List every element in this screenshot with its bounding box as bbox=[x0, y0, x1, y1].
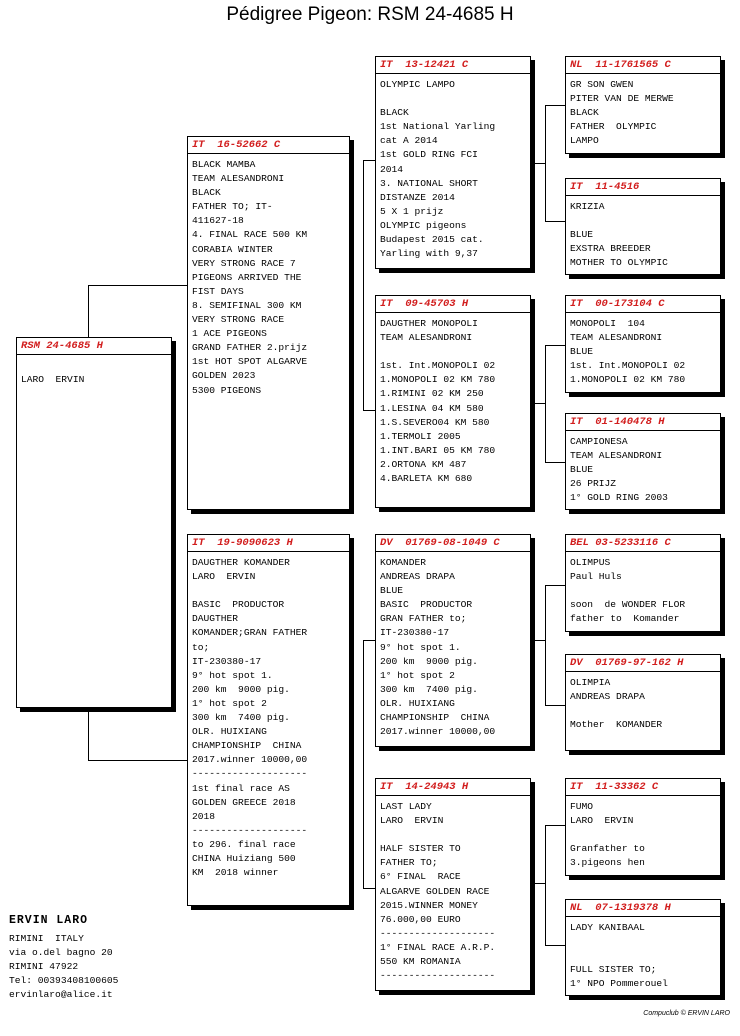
pigeon-info-line: GRAND FATHER 2.prijz bbox=[192, 342, 308, 354]
ring-number: IT 14-24943 H bbox=[376, 781, 530, 796]
ring-number: IT 16-52662 C bbox=[188, 139, 349, 154]
ring-number: IT 00-173104 C bbox=[566, 298, 720, 313]
pigeon-info-line: TEAM ALESANDRONI bbox=[192, 173, 285, 185]
connector bbox=[534, 403, 545, 404]
pigeon-info-line: CAMPIONESA bbox=[570, 436, 628, 447]
pigeon-info-line: BLACK MAMBA bbox=[192, 159, 256, 170]
pigeon-info-line: VERY STRONG RACE bbox=[192, 314, 285, 326]
pigeon-card-sd-sire[interactable] bbox=[565, 295, 721, 393]
pigeon-info-line: FATHER TO; IT- bbox=[192, 201, 273, 213]
pigeon-info-line: 6° FINAL RACE bbox=[380, 871, 461, 883]
pigeon-card-ds-sire[interactable] bbox=[565, 534, 721, 632]
pigeon-info-line: GR SON GWEN bbox=[570, 79, 634, 90]
pigeon-info-line bbox=[380, 345, 526, 359]
connector bbox=[545, 345, 565, 346]
pigeon-info-line: 1.MONOPOLI 02 KM 780 bbox=[570, 374, 686, 386]
pigeon-info-line: TEAM ALESANDRONI bbox=[380, 332, 473, 344]
pigeon-info-line: CHAMPIONSHIP CHINA bbox=[192, 740, 302, 752]
pigeon-info-line: 9° hot spot 1. bbox=[380, 641, 461, 653]
pigeon-info-line bbox=[380, 828, 526, 842]
pigeon-info-line: 1.S.SEVERO04 KM 580 bbox=[380, 416, 490, 428]
pigeon-info-line bbox=[570, 704, 716, 718]
pigeon-info-line: OLYMPIC LAMPO bbox=[380, 79, 455, 90]
pigeon-card-dam-dam[interactable] bbox=[375, 778, 531, 991]
owner-email[interactable]: ervinlaro@alice.it bbox=[9, 989, 113, 1001]
connector bbox=[88, 285, 89, 337]
pigeon-info-line: CHAMPIONSHIP CHINA bbox=[380, 712, 490, 724]
pigeon-info-line: -------------------- bbox=[380, 927, 496, 939]
pigeon-info-line: KOMANDER bbox=[380, 557, 427, 568]
pigeon-info-line: 300 km 7400 pig. bbox=[192, 712, 290, 724]
pigeon-info-line: BLACK bbox=[192, 187, 221, 199]
pigeon-info-line: BASIC PRODUCTOR bbox=[380, 599, 473, 611]
connector bbox=[545, 945, 565, 946]
pigeon-info-line: 2017.winner 10000,00 bbox=[192, 754, 308, 766]
ring-number: RSM 24-4685 H bbox=[17, 340, 171, 355]
connector bbox=[363, 640, 375, 641]
pigeon-info-line: PIGEONS ARRIVED THE bbox=[192, 271, 302, 283]
connector bbox=[363, 160, 375, 161]
pigeon-info-line: IT-230380-17 bbox=[192, 655, 262, 667]
pigeon-card-dd-dam[interactable] bbox=[565, 899, 721, 996]
owner-line: RIMINI 47922 bbox=[9, 961, 79, 973]
pigeon-info-line: VERY STRONG RACE 7 bbox=[192, 257, 296, 269]
pigeon-info-line: OLR. HUIXIANG bbox=[380, 697, 455, 709]
pigeon-info-line: KOMANDER;GRAN FATHER bbox=[192, 627, 308, 639]
pigeon-info-line: DISTANZE 2014 bbox=[380, 191, 455, 203]
pigeon-info-line: LADY KANIBAAL bbox=[570, 922, 645, 933]
connector bbox=[545, 105, 565, 106]
pigeon-info-line: BLUE bbox=[570, 229, 594, 241]
pigeon-info-line: 2018 bbox=[192, 810, 216, 822]
pigeon-info-line bbox=[21, 359, 167, 373]
connector bbox=[545, 462, 565, 463]
pigeon-info-line: 1st HOT SPOT ALGARVE bbox=[192, 356, 308, 368]
pigeon-info-line: KM 2018 winner bbox=[192, 867, 279, 879]
pigeon-info-line: 2017.winner 10000,00 bbox=[380, 726, 496, 738]
pigeon-info-line: 2.ORTONA KM 487 bbox=[380, 458, 467, 470]
pigeon-info-line: DAUGTHER MONOPOLI bbox=[380, 318, 478, 329]
connector bbox=[545, 345, 546, 462]
pigeon-info-line: 3.pigeons hen bbox=[570, 857, 645, 869]
pigeon-info-line: ALGARVE GOLDEN RACE bbox=[380, 885, 490, 897]
connector bbox=[363, 888, 375, 889]
owner-name: ERVIN LARO bbox=[9, 914, 89, 927]
pigeon-info-line: 4. FINAL RACE 500 KM bbox=[192, 229, 308, 241]
pigeon-info-line: OLIMPIA bbox=[570, 677, 611, 688]
pigeon-info-line: BLUE bbox=[570, 346, 594, 358]
pigeon-info-line: 1.RIMINI 02 KM 250 bbox=[380, 388, 484, 400]
ring-number: NL 07-1319378 H bbox=[566, 902, 720, 917]
pigeon-info-line: 200 km 9000 pig. bbox=[380, 655, 478, 667]
ring-number: IT 11-33362 C bbox=[566, 781, 720, 796]
pigeon-info-line: Mother KOMANDER bbox=[570, 719, 663, 731]
pigeon-info-line: 76.000,00 EURO bbox=[380, 913, 461, 925]
pigeon-info-line: 2014 bbox=[380, 163, 404, 175]
pigeon-info-line: GOLDEN GREECE 2018 bbox=[192, 796, 296, 808]
pigeon-info-line: EXSTRA BREEDER bbox=[570, 243, 651, 255]
ring-number: BEL 03-5233116 C bbox=[566, 537, 720, 552]
pigeon-info-line bbox=[570, 935, 716, 949]
pigeon-card-dam[interactable] bbox=[187, 534, 350, 906]
pigeon-card-ds-dam[interactable] bbox=[565, 654, 721, 751]
connector bbox=[545, 221, 565, 222]
pigeon-info-line: OLYMPIC pigeons bbox=[380, 219, 467, 231]
pigeon-info-line: 1.LESINA 04 KM 580 bbox=[380, 402, 484, 414]
pigeon-info-line: OLIMPUS bbox=[570, 557, 611, 568]
pigeon-info-line: BLACK bbox=[380, 107, 409, 119]
pigeon-info-line bbox=[570, 949, 716, 963]
pigeon-info-line: 1° NPO Pommerouel bbox=[570, 978, 668, 990]
pigeon-info-line: LARO ERVIN bbox=[380, 815, 444, 827]
pigeon-info-line: 1° hot spot 2 bbox=[192, 697, 267, 709]
ring-number: DV 01769-97-162 H bbox=[566, 657, 720, 672]
pigeon-info-line: GRAN FATHER to; bbox=[380, 613, 467, 625]
pigeon-info-line: to 296. final race bbox=[192, 838, 296, 850]
pigeon-info-line: LAST LADY bbox=[380, 801, 432, 812]
owner-phone: Tel: 00393408100605 bbox=[9, 975, 119, 987]
connector bbox=[545, 585, 546, 705]
connector bbox=[545, 825, 546, 945]
pigeon-info-line: 1st final race AS bbox=[192, 782, 290, 794]
pigeon-info-line: 1 ACE PIGEONS bbox=[192, 328, 267, 340]
owner-line: via o.del bagno 20 bbox=[9, 947, 113, 959]
pigeon-info-line: TEAM ALESANDRONI bbox=[570, 450, 663, 462]
pigeon-info-line: LAMPO bbox=[570, 135, 599, 147]
connector bbox=[545, 705, 565, 706]
pigeon-info-line: 1.MONOPOLI 02 KM 780 bbox=[380, 374, 496, 386]
pigeon-info-line: ANDREAS DRAPA bbox=[570, 691, 645, 703]
pigeon-card-subject[interactable] bbox=[16, 337, 172, 708]
pigeon-info-line: 200 km 9000 pig. bbox=[192, 683, 290, 695]
pigeon-info-line: 1st National Yarling bbox=[380, 121, 496, 133]
connector bbox=[545, 105, 546, 221]
pigeon-info-line: 1st GOLD RING FCI bbox=[380, 149, 478, 161]
connector bbox=[88, 285, 188, 286]
pigeon-info-line: FATHER TO; bbox=[380, 857, 438, 869]
pigeon-info-line: 550 KM ROMANIA bbox=[380, 956, 461, 968]
ring-number: IT 11-4516 bbox=[566, 181, 720, 196]
pigeon-info-line bbox=[192, 584, 345, 598]
pigeon-info-line: LARO ERVIN bbox=[192, 571, 256, 583]
pigeon-info-line: FUMO bbox=[570, 801, 594, 812]
pigeon-info-line: BASIC PRODUCTOR bbox=[192, 599, 285, 611]
pigeon-info-line: 1.INT.BARI 05 KM 780 bbox=[380, 444, 496, 456]
pigeon-info-line: 1st. Int.MONOPOLI 02 bbox=[570, 360, 686, 372]
pigeon-info-line: 1° hot spot 2 bbox=[380, 669, 455, 681]
pigeon-info-line: -------------------- bbox=[192, 768, 308, 780]
pigeon-info-line: 1.TERMOLI 2005 bbox=[380, 430, 461, 442]
pigeon-info-line: OLR. HUIXIANG bbox=[192, 726, 267, 738]
pigeon-info-line: MONOPOLI 104 bbox=[570, 318, 645, 329]
pigeon-info-line: 1st. Int.MONOPOLI 02 bbox=[380, 360, 496, 372]
pigeon-info-line: LARO ERVIN bbox=[21, 374, 85, 386]
pigeon-info-line: 5 X 1 prijz bbox=[380, 205, 444, 217]
connector bbox=[545, 825, 565, 826]
connector bbox=[363, 160, 364, 410]
pigeon-info-line: Yarling with 9,37 bbox=[380, 248, 478, 260]
pigeon-card-sire-dam[interactable] bbox=[375, 295, 531, 508]
pigeon-card-dam-sire[interactable] bbox=[375, 534, 531, 747]
pigeon-info-line: PITER VAN DE MERWE bbox=[570, 93, 674, 105]
pigeon-info-line: CHINA Huiziang 500 bbox=[192, 852, 296, 864]
pigeon-info-line: 1° FINAL RACE A.R.P. bbox=[380, 941, 496, 953]
connector bbox=[534, 163, 545, 164]
footer-credit: Compuclub © ERVIN LARO bbox=[643, 1010, 730, 1017]
ring-number: IT 19-9090623 H bbox=[188, 537, 349, 552]
pigeon-info-line: GOLDEN 2023 bbox=[192, 370, 256, 382]
pigeon-info-line: FULL SISTER TO; bbox=[570, 964, 657, 976]
pigeon-info-line: 1° GOLD RING 2003 bbox=[570, 492, 668, 504]
connector bbox=[88, 760, 188, 761]
pigeon-info-line: IT-230380-17 bbox=[380, 627, 450, 639]
pigeon-info-line: FIST DAYS bbox=[192, 285, 244, 297]
pigeon-info-line: HALF SISTER TO bbox=[380, 843, 461, 855]
pigeon-info-line: -------------------- bbox=[192, 824, 308, 836]
ring-number: IT 01-140478 H bbox=[566, 416, 720, 431]
pigeon-info-line: 8. SEMIFINAL 300 KM bbox=[192, 299, 302, 311]
pigeon-info-line: Budapest 2015 cat. bbox=[380, 234, 484, 246]
pigeon-info-line: MOTHER TO OLYMPIC bbox=[570, 257, 668, 269]
pigeon-info-line bbox=[380, 92, 526, 106]
pigeon-card-ss-sire[interactable] bbox=[565, 56, 721, 154]
pigeon-info-line: 4.BARLETA KM 680 bbox=[380, 473, 473, 485]
pigeon-info-line: KRIZIA bbox=[570, 201, 605, 212]
pigeon-card-dd-sire[interactable] bbox=[565, 778, 721, 876]
owner-line: RIMINI ITALY bbox=[9, 933, 84, 945]
pigeon-info-line: TEAM ALESANDRONI bbox=[570, 332, 663, 344]
pigeon-info-line: BLUE bbox=[570, 464, 594, 476]
connector bbox=[545, 585, 565, 586]
page-title: Pédigree Pigeon: RSM 24-4685 H bbox=[226, 4, 514, 25]
ring-number: IT 09-45703 H bbox=[376, 298, 530, 313]
connector bbox=[363, 410, 375, 411]
connector bbox=[88, 700, 89, 760]
pigeon-info-line bbox=[570, 828, 716, 842]
connector bbox=[534, 883, 545, 884]
pigeon-info-line: Granfather to bbox=[570, 843, 645, 855]
pigeon-card-ss-dam[interactable] bbox=[565, 178, 721, 275]
pigeon-info-line: DAUGTHER bbox=[192, 613, 239, 625]
pigeon-info-line: cat A 2014 bbox=[380, 135, 438, 147]
pigeon-info-line: DAUGTHER KOMANDER bbox=[192, 557, 290, 568]
ring-number: DV 01769-08-1049 C bbox=[376, 537, 530, 552]
pigeon-info-line: CORABIA WINTER bbox=[192, 243, 273, 255]
ring-number: IT 13-12421 C bbox=[376, 59, 530, 74]
connector bbox=[363, 640, 364, 888]
pigeon-card-sire[interactable] bbox=[187, 136, 350, 510]
pigeon-card-sd-dam[interactable] bbox=[565, 413, 721, 510]
pigeon-info-line: LARO ERVIN bbox=[570, 815, 634, 827]
pigeon-info-line: Paul Huls bbox=[570, 571, 622, 583]
connector bbox=[534, 640, 545, 641]
pigeon-info-line: 5300 PIGEONS bbox=[192, 384, 262, 396]
pigeon-info-line: 2015.WINNER MONEY bbox=[380, 899, 478, 911]
pigeon-info-line: -------------------- bbox=[380, 970, 496, 982]
pigeon-info-line bbox=[570, 214, 716, 228]
pigeon-info-line: BLUE bbox=[380, 585, 404, 597]
pigeon-card-sire-sire[interactable] bbox=[375, 56, 531, 269]
ring-number: NL 11-1761565 C bbox=[566, 59, 720, 74]
pigeon-info-line: 411627-18 bbox=[192, 215, 244, 227]
pigeon-info-line: 9° hot spot 1. bbox=[192, 669, 273, 681]
pigeon-info-line: to; bbox=[192, 641, 210, 653]
pigeon-info-line: 3. NATIONAL SHORT bbox=[380, 177, 478, 189]
pigeon-info-line: ANDREAS DRAPA bbox=[380, 571, 455, 583]
owner-info bbox=[9, 914, 118, 1003]
pigeon-info-line: BLACK bbox=[570, 107, 599, 119]
pigeon-info-line: FATHER OLYMPIC bbox=[570, 121, 657, 133]
pigeon-info-line bbox=[570, 584, 716, 598]
pigeon-info-line: 26 PRIJZ bbox=[570, 478, 617, 490]
pigeon-info-line: soon de WONDER FLOR bbox=[570, 599, 686, 611]
pigeon-info-line: 300 km 7400 pig. bbox=[380, 683, 478, 695]
pigeon-info-line: father to Komander bbox=[570, 613, 680, 625]
